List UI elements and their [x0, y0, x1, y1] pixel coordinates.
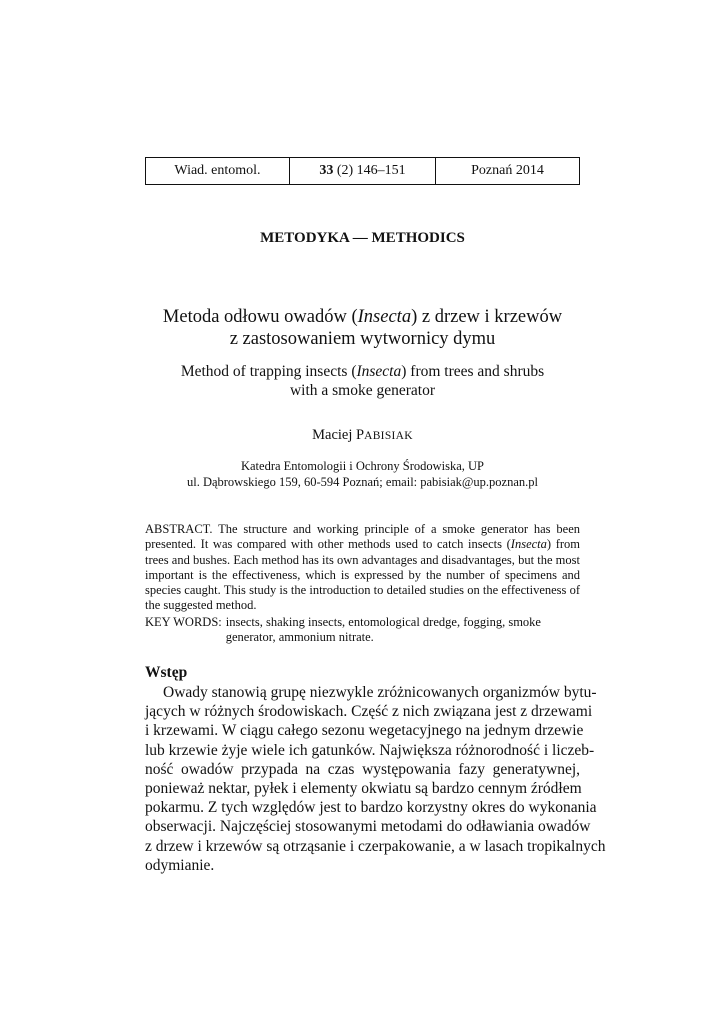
intro-heading: Wstęp — [145, 664, 188, 681]
journal-name: Wiad. entomol. — [174, 163, 261, 178]
affiliation — [0, 458, 725, 490]
intro-line: obserwacji. Najczęściej stosowanymi metodami do odławiania owadów — [145, 818, 591, 836]
journal-header-table — [145, 157, 580, 185]
intro-line: odymianie. — [145, 856, 215, 874]
author-name — [0, 427, 725, 444]
keywords-text: insects, shaking insects, entomological dredge, fogging, smoke generator, ammonium nitrate. — [225, 615, 541, 645]
volume-cell — [290, 158, 436, 184]
intro-line: Owady stanowią grupę niezwykle zróżnicowanych organizmów bytu- — [163, 684, 597, 701]
title-english-line2: with a smoke generator — [289, 382, 436, 399]
intro-line: pokarmu. Z tych względów jest to bardzo korzystny okres do wykonania — [145, 799, 597, 817]
keywords — [145, 615, 580, 646]
title-english — [0, 362, 725, 400]
abstract-text-2: ) from trees and bushes. Each method has its own advantages and disadvantages, but the most important is the effectiveness, which is expressed by the number of specimens and species caught. This study is the introduction to detailed studies on the effectiveness of the suggested method. — [145, 537, 580, 613]
title-polish-line2: z zastosowaniem wytwornicy dymu — [229, 329, 496, 349]
title-english-text-b: ) from trees and shrubs — [401, 363, 545, 380]
title-english-italic: Insecta — [356, 363, 402, 380]
intro-line: i krzewami. W ciągu całego sezonu wegetacyjnego na jednym drzewie — [145, 722, 584, 740]
abstract-italic: Insecta — [510, 537, 547, 552]
title-polish-line1 — [0, 306, 725, 328]
issue-pages: (2) 146–151 — [333, 163, 406, 178]
journal-name-cell — [146, 158, 290, 184]
intro-line: ponieważ nektar, pyłek i elementy okwiatu są bardzo cennym źródłem — [145, 779, 582, 797]
intro-line: z drzew i krzewów są otrząsanie i czerpakowanie, a w lasach tropikalnych — [145, 837, 606, 855]
place-year-cell — [436, 158, 579, 184]
section-heading: METODYKA — METHODICS — [260, 230, 465, 246]
volume-number: 33 — [319, 163, 334, 178]
affiliation-line1: Katedra Entomologii i Ochrony Środowiska, UP — [240, 459, 485, 473]
keywords-label: KEY WORDS: — [145, 615, 222, 629]
title-english-line1 — [0, 362, 725, 381]
title-polish-text-a: Metoda odłowu owadów ( — [162, 307, 358, 327]
abstract-text-1: ABSTRACT. The structure and working principle of a smoke generator has been presented. It was compared with other methods used to catch insects ( — [145, 522, 580, 552]
intro-line: ność owadów przypada na czas występowania fazy generatywnej, — [145, 760, 580, 778]
affiliation-line2: ul. Dąbrowskiego 159, 60-594 Poznań; email: pabisiak@up.poznan.pl — [186, 475, 539, 489]
title-polish-italic: Insecta — [357, 307, 412, 327]
title-english-text-a: Method of trapping insects ( — [180, 363, 357, 380]
intro-paragraph — [145, 683, 606, 875]
abstract — [145, 522, 580, 614]
intro-line: lub krzewie żyje wiele ich gatunków. Największa różnorodność i liczeb- — [145, 741, 595, 759]
title-polish-text-b: ) z drzew i krzewów — [411, 307, 563, 327]
intro-line: jących w różnych środowiskach. Część z nich związana jest z drzewami — [145, 703, 593, 721]
title-polish — [0, 306, 725, 350]
author-last-rest: ABISIAK — [364, 430, 413, 442]
place-year: Poznań 2014 — [471, 163, 544, 178]
author-first-name: Maciej — [312, 427, 357, 443]
author-last-initial: P — [356, 427, 365, 443]
